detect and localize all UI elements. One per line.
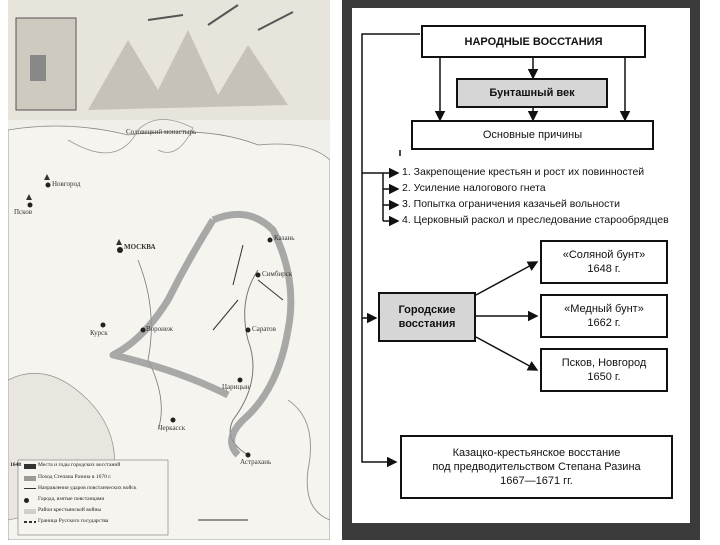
legend-item: Район крестьянской войны: [38, 507, 102, 513]
cause-item: 1. Закрепощение крестьян и рост их повинностей: [402, 166, 645, 178]
urban-uprisings-box: [378, 292, 476, 342]
pskov-novgorod-year: 1650 г.: [587, 371, 621, 383]
era-box: [456, 78, 608, 108]
map-label-kursk: Курск: [90, 329, 108, 337]
era-label: Бунташный век: [489, 87, 575, 99]
pskov-novgorod-box: [540, 348, 668, 392]
arrow-urban-to-pskov: [476, 337, 537, 370]
salt-riot-name: «Соляной бунт»: [562, 249, 646, 261]
legend-year: 1648: [10, 462, 21, 468]
cause-item: 4. Церковный раскол и преследование старообрядцев: [402, 214, 669, 226]
legend-item: Города, взятые повстанцами: [38, 496, 105, 502]
pskov-novgorod-name: Псков, Новгород: [561, 357, 647, 369]
urban-uprisings-label: Городские восстания: [398, 304, 456, 330]
main-title: НАРОДНЫЕ ВОССТАНИЯ: [464, 35, 603, 48]
razin-uprising-box: [400, 435, 673, 499]
map-label-cherkassk: Черкасск: [158, 424, 186, 432]
legend-item: Граница Русского государства: [38, 518, 109, 524]
copper-riot-box: [540, 294, 668, 338]
causes-box: [411, 120, 654, 150]
arrow-urban-to-salt: [476, 262, 537, 295]
map-label-novgorod: Новгород: [52, 180, 81, 188]
cause-item: 3. Попытка ограничения казачьей вольности: [402, 198, 621, 210]
salt-riot-box: [540, 240, 668, 284]
copper-riot-name: «Медный бунт»: [564, 303, 644, 315]
main-title-box: [421, 25, 646, 58]
salt-riot-year: 1648 г.: [587, 263, 621, 275]
copper-riot-year: 1662 г.: [587, 317, 621, 329]
map-label-astrakhan: Астрахань: [240, 458, 272, 466]
map-label-pskov: Псков: [14, 208, 33, 216]
razin-years: 1667—1671 гг.: [500, 475, 573, 487]
arrow-title-to-razin: [362, 34, 420, 462]
map-label-saratov: Саратов: [252, 325, 276, 333]
map-label-kazan: Казань: [274, 234, 295, 242]
cause-item: 2. Усиление налогового гнета: [402, 182, 546, 194]
legend-item: Места и годы городских восстаний: [38, 462, 121, 468]
razin-line2: под предводительством Степана Разина: [432, 461, 641, 473]
map-label-simbirsk: Симбирск: [262, 270, 293, 278]
map-label-voronezh: Воронеж: [146, 325, 173, 333]
legend-item: Направления ударов повстанческих войск: [38, 485, 137, 491]
map-label-solovetsky: Соловецкий монастырь: [126, 128, 197, 136]
legend-item: Поход Степана Разина в 1670 г.: [38, 474, 112, 480]
razin-line1: Казацко-крестьянское восстание: [452, 447, 621, 459]
map-label-moscow: МОСКВА: [124, 243, 156, 251]
map-label-tsaritsyn: Царицын: [222, 383, 250, 391]
causes-title: Основные причины: [482, 129, 583, 141]
